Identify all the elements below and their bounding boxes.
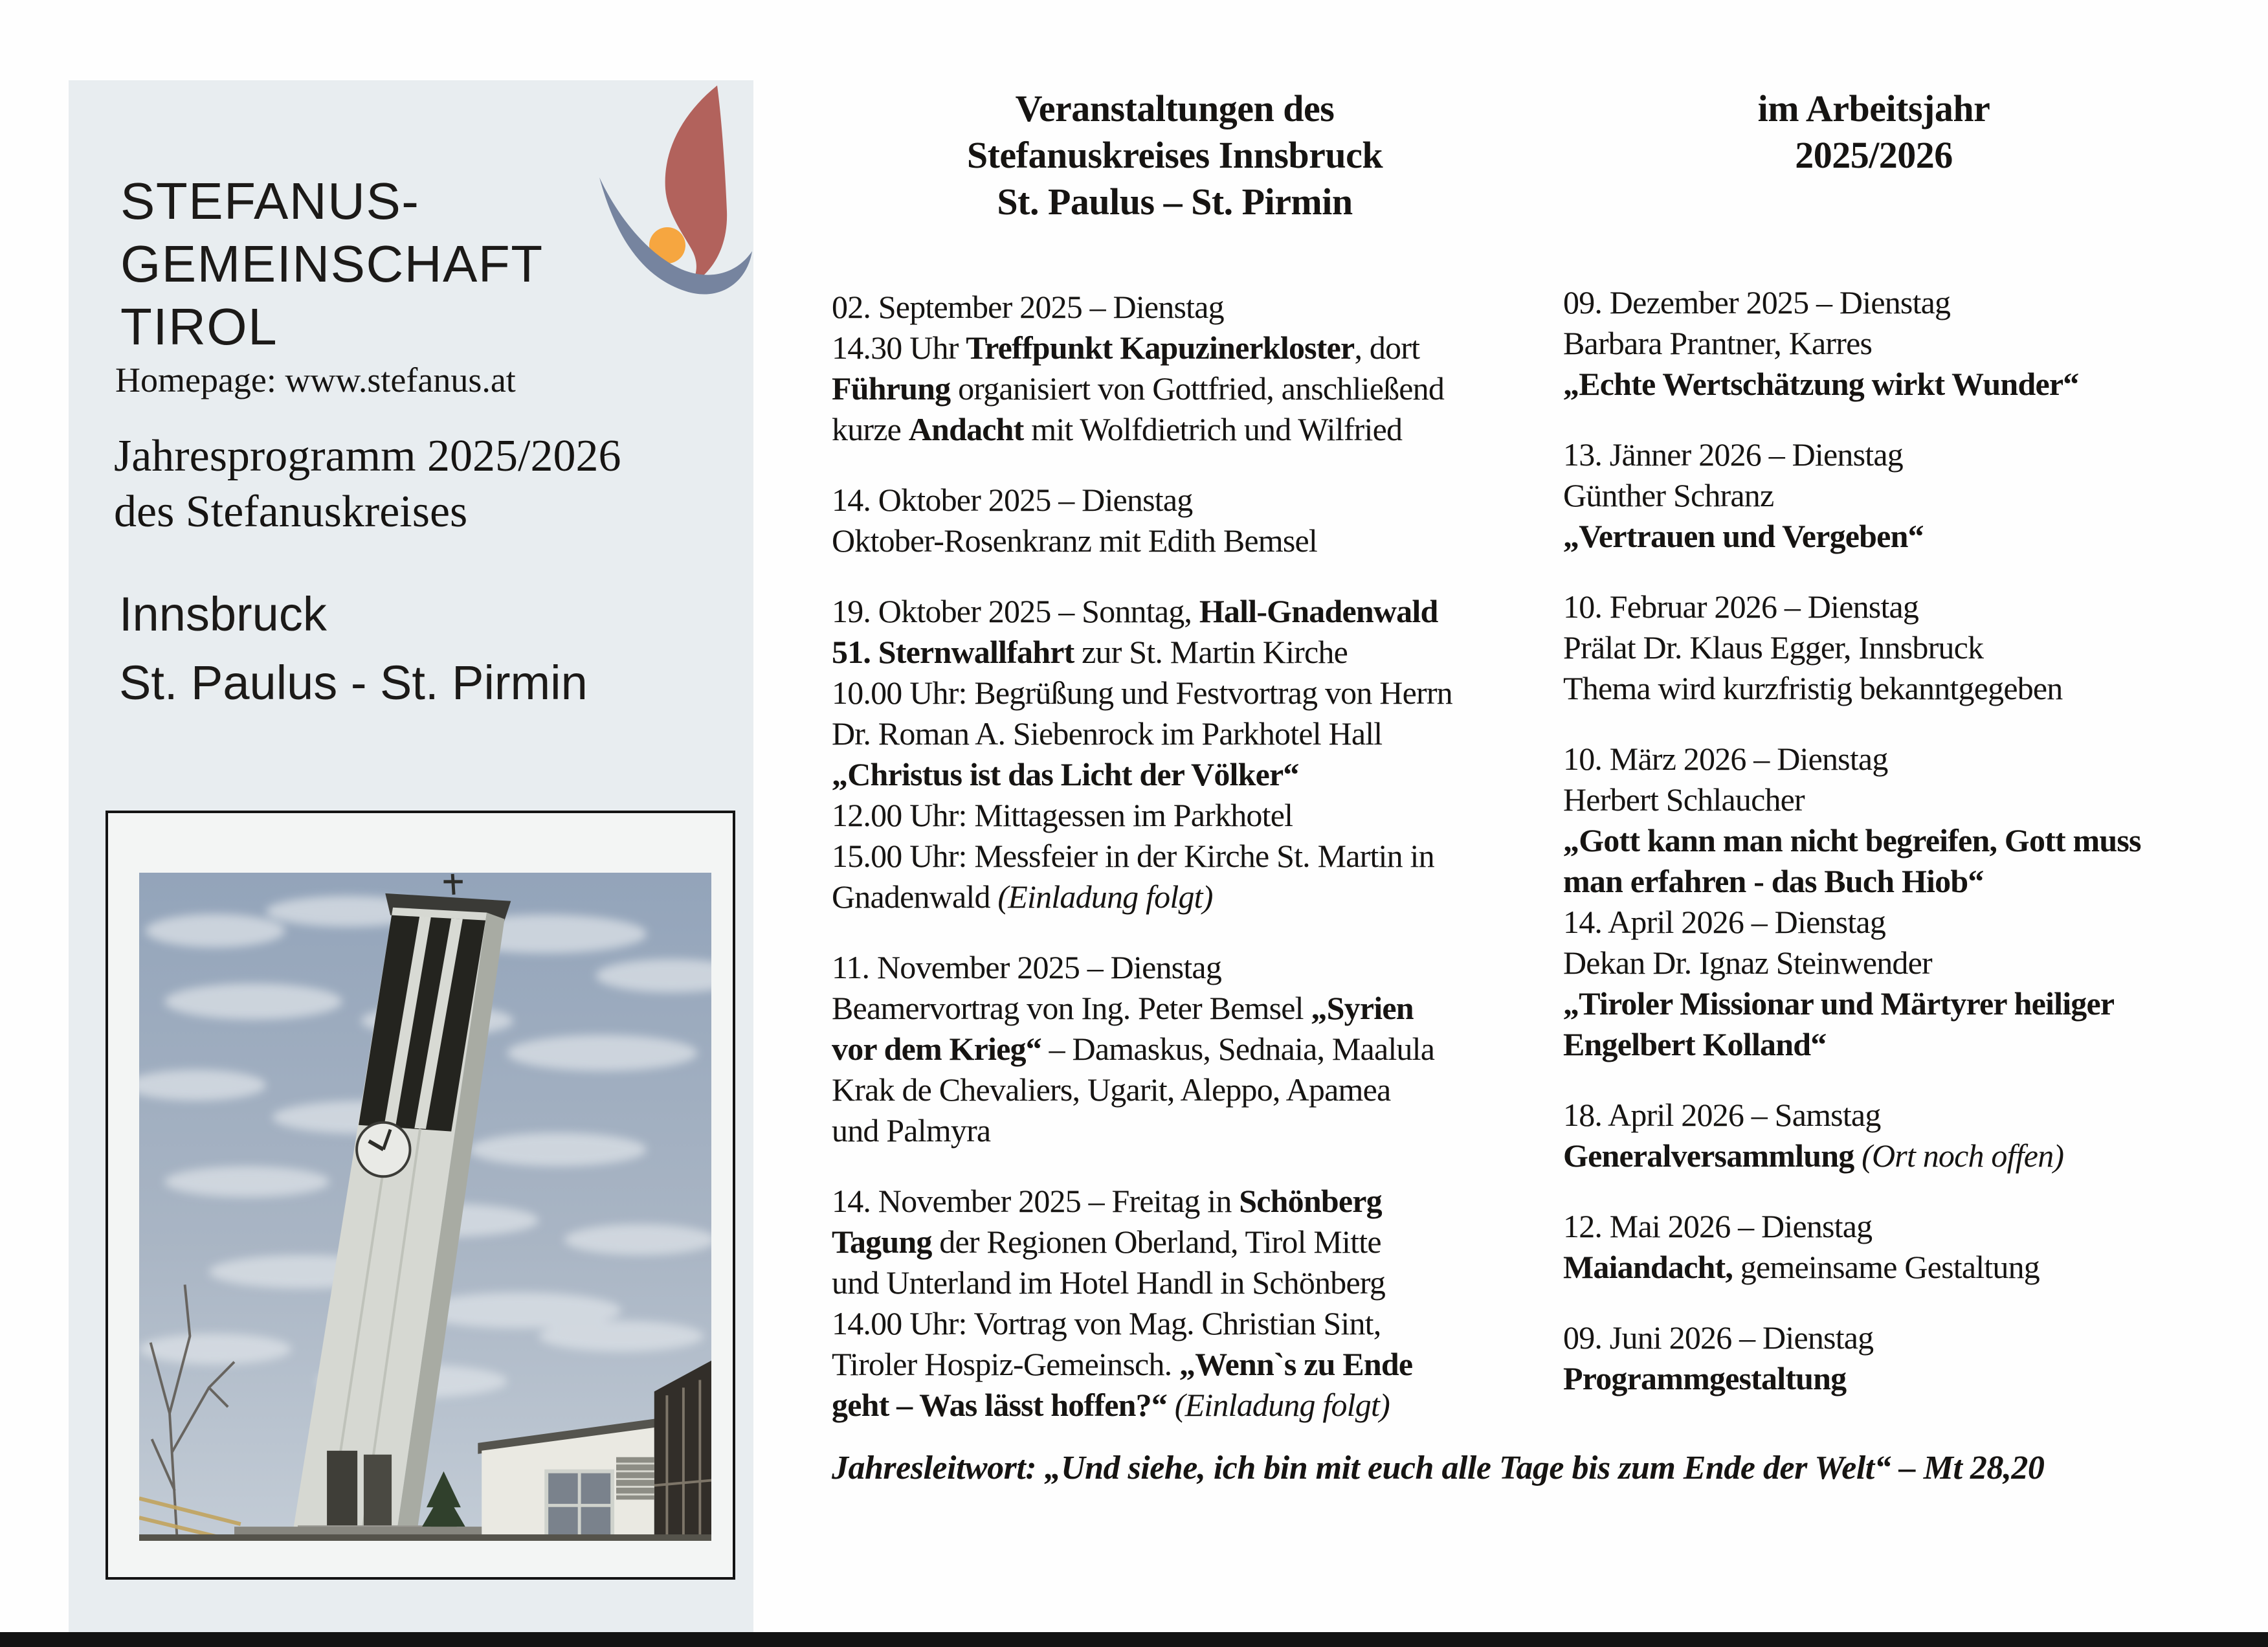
text-line [1563,861,2262,902]
text-segment: Herbert Schlaucher [1563,781,1805,818]
column-header-line: Stefanuskreises Innsbruck [966,134,1383,176]
text-segment: gemeinsame Gestaltung [1733,1249,2040,1285]
text-segment: (Ort noch offen) [1862,1137,2064,1174]
text-segment: Oktober-Rosenkranz mit Edith Bemsel [832,522,1318,559]
text-segment: Krak de Chevaliers, Ugarit, Aleppo, Apamea [832,1071,1391,1108]
text-line [1563,516,2262,557]
event-block [1563,587,2262,709]
text-line [1563,983,2262,1024]
text-segment: Andacht [908,411,1024,447]
text-segment: Prälat Dr. Klaus Egger, Innsbruck [1563,629,1984,666]
text-line [832,368,1537,409]
text-line [1563,779,2262,820]
program-title [114,429,621,540]
text-segment: 51. Sternwallfahrt [832,634,1074,670]
scan-edge-bar [0,1632,2268,1647]
text-line [832,795,1537,836]
text-line [1563,364,2262,405]
text-segment: 14. Oktober 2025 – Dienstag [832,482,1193,518]
event-block [1563,1095,2262,1176]
text-segment: 12.00 Uhr: Mittagessen im Parkhotel [832,797,1293,833]
text-line [1563,1317,2262,1358]
text-line [832,754,1537,795]
event-block [1563,434,2262,557]
text-line [1563,1358,2262,1399]
text-line [832,836,1537,877]
text-line [1563,587,2262,627]
text-segment: Schönberg [1239,1183,1382,1219]
text-segment: , dort [1354,330,1420,366]
event-block [832,1181,1537,1426]
event-list [1563,282,2262,1399]
text-segment: Generalversammlung [1563,1137,1854,1174]
text-line [832,1344,1537,1385]
text-line [832,1029,1537,1070]
text-segment: 10. Februar 2026 – Dienstag [1563,588,1919,625]
program-title-line: des Stefanuskreises [114,487,468,537]
text-segment: „Echte Wertschätzung wirkt Wunder“ [1563,366,2079,402]
text-segment: zur St. Martin Kirche [1074,634,1348,670]
text-segment: Engelbert Kolland“ [1563,1026,1827,1062]
text-line [832,409,1537,450]
text-line [1563,434,2262,475]
text-segment: Günther Schranz [1563,477,1774,513]
text-line [832,1110,1537,1151]
text-segment: 18. April 2026 – Samstag [1563,1097,1881,1133]
text-line [1563,323,2262,364]
text-line [832,673,1537,713]
text-line [1563,1247,2262,1288]
text-segment: Programmgestaltung [1563,1360,1847,1396]
annual-motto: Jahresleitwort: „Und siehe, ich bin mit euch alle Tage bis zum Ende der Welt“ – Mt 28,20 [832,1450,2045,1486]
text-segment: Hall-Gnadenwald [1199,593,1438,629]
photo-shrubs [139,1534,711,1541]
text-segment: 19. Oktober 2025 – Sonntag, [832,593,1199,629]
events-column-middle [832,85,1537,1426]
text-segment: geht – Was lässt hoffen?“ [832,1387,1168,1423]
event-block [1563,902,2262,1065]
text-segment: 13. Jänner 2026 – Dienstag [1563,436,1903,473]
church-photo-frame [106,811,735,1580]
text-line [832,877,1537,917]
text-line [1563,1206,2262,1247]
text-line [832,1181,1537,1222]
event-block [1563,1317,2262,1399]
text-segment: 10. März 2026 – Dienstag [1563,741,1888,777]
text-segment: Tiroler Hospiz-Gemeinsch. [832,1346,1179,1382]
event-block [832,287,1537,450]
text-line [1563,902,2262,943]
text-line [1563,627,2262,668]
text-segment: Führung [832,370,951,407]
column-header-line: Veranstaltungen des [1015,87,1335,129]
text-line [832,521,1537,561]
text-line [1563,1024,2262,1065]
cover-panel [69,80,753,1633]
text-segment: Maiandacht, [1563,1249,1733,1285]
text-line [832,632,1537,673]
text-segment: „Christus ist das Licht der Völker“ [832,756,1299,792]
text-line [1563,820,2262,861]
text-segment: mit Wolfdietrich und Wilfried [1023,411,1403,447]
text-segment: Barbara Prantner, Karres [1563,325,1873,361]
stefanus-flame-logo [594,82,757,316]
event-block [1563,739,2262,902]
text-segment: Dr. Roman A. Siebenrock im Parkhotel Hall [832,715,1383,752]
text-segment: (Einladung folgt) [1174,1387,1390,1423]
org-name-line: TIROL [120,298,278,355]
column-header-line: St. Paulus – St. Pirmin [997,181,1353,223]
text-segment: 14. April 2026 – Dienstag [1563,904,1886,940]
text-segment [1854,1137,1862,1174]
text-line [1563,739,2262,779]
text-line [832,328,1537,368]
text-line [1563,282,2262,323]
text-segment: – Damaskus, Sednaia, Maalula [1041,1031,1435,1067]
text-line [1563,1136,2262,1176]
text-segment: 11. November 2025 – Dienstag [832,949,1222,985]
text-segment: Tagung [832,1224,932,1260]
column-header-line: 2025/2026 [1795,134,1953,176]
text-segment: 14.00 Uhr: Vortrag von Mag. Christian Sint, [832,1305,1381,1341]
text-line [1563,475,2262,516]
parish-title-line: Innsbruck [119,587,327,641]
text-segment: und Palmyra [832,1112,991,1148]
event-block [1563,1206,2262,1288]
text-segment: „Vertrauen und Vergeben“ [1563,518,1924,554]
event-block [1563,282,2262,405]
text-segment: Dekan Dr. Ignaz Steinwender [1563,945,1932,981]
text-segment: 14. November 2025 – Freitag in [832,1183,1240,1219]
event-block [832,591,1537,917]
text-segment: „Tiroler Missionar und Märtyrer heiliger [1563,985,2115,1022]
text-segment: organisiert von Gottfried, anschließend [950,370,1445,407]
text-line [1563,1095,2262,1136]
text-segment: vor dem Krieg“ [832,1031,1041,1067]
text-segment: der Regionen Oberland, Tirol Mitte [931,1224,1381,1260]
org-name-line: STEFANUS- [120,172,420,230]
homepage-url: Homepage: www.stefanus.at [115,361,516,399]
right-column-header [1563,85,2185,179]
text-segment: Treffpunkt Kapuzinerkloster [966,330,1355,366]
text-line [1563,943,2262,983]
church-photo [139,873,711,1541]
event-list [832,287,1537,1426]
text-line [832,1385,1537,1426]
text-segment: 12. Mai 2026 – Dienstag [1563,1208,1873,1244]
event-block [832,480,1537,561]
parish-title-line: St. Paulus - St. Pirmin [119,656,588,710]
text-segment: Thema wird kurzfristig bekanntgegeben [1563,670,2063,706]
text-segment [1167,1387,1175,1423]
text-line [832,947,1537,988]
text-segment: 15.00 Uhr: Messfeier in der Kirche St. Martin in [832,838,1434,874]
text-segment: Gnadenwald [832,879,998,915]
event-block [832,947,1537,1151]
text-line [832,1303,1537,1344]
text-segment: 02. September 2025 – Dienstag [832,289,1224,325]
events-column-right [1563,85,2262,1399]
text-line [832,1070,1537,1110]
text-segment: 14.30 Uhr [832,330,966,366]
text-line [832,287,1537,328]
text-line [832,591,1537,632]
text-line [1563,668,2262,709]
text-segment: „Syrien [1311,990,1414,1026]
parish-title [119,580,588,717]
text-segment: (Einladung folgt) [997,879,1213,915]
text-segment: „Wenn`s zu Ende [1179,1346,1413,1382]
text-line [832,1222,1537,1262]
text-segment: 09. Dezember 2025 – Dienstag [1563,284,1951,320]
text-segment: und Unterland im Hotel Handl in Schönberg [832,1264,1386,1301]
column-header-line: im Arbeitsjahr [1757,87,1990,129]
text-segment: man erfahren - das Buch Hiob“ [1563,863,1984,899]
text-line [832,1262,1537,1303]
middle-column-header [832,85,1518,225]
text-segment: Beamervortrag von Ing. Peter Bemsel [832,990,1311,1026]
photo-vent-grille [616,1457,654,1500]
text-segment: kurze [832,411,909,447]
org-name-line: GEMEINSCHAFT [120,235,544,293]
text-line [832,713,1537,754]
text-segment: 10.00 Uhr: Begrüßung und Festvortrag von Herrn [832,675,1452,711]
text-line [832,480,1537,521]
text-segment: 09. Juni 2026 – Dienstag [1563,1319,1874,1356]
program-title-line: Jahresprogramm 2025/2026 [114,431,621,481]
org-name [120,170,544,358]
text-segment: „Gott kann man nicht begreifen, Gott muss [1563,822,2141,858]
text-line [832,988,1537,1029]
